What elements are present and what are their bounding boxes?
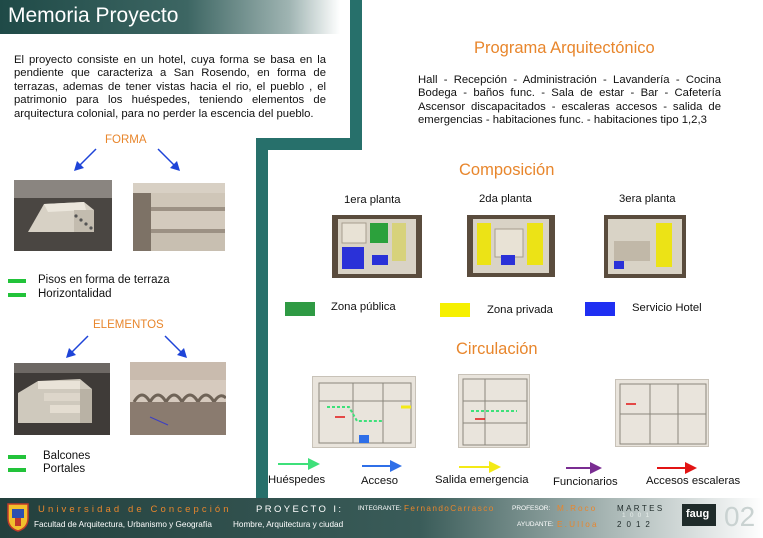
circulation-label: Salida emergencia: [435, 474, 529, 486]
arrow-down-right-icon: [155, 147, 183, 173]
ayudante-name: E.Ulloa: [557, 520, 599, 529]
legend-swatch: [8, 468, 26, 472]
page-number: 02: [724, 501, 756, 532]
intro-paragraph: El proyecto consiste en un hotel, cuya forma se basa en la pendiente que caracteriza a San Rosendo, en forma de terrazas, ademas de tener vistas hacia el rio, el pueblo , el patrimonio para los huéspedes, teniendo elementos de arquitectura colonial, para no perder la escencia del pueblo.: [14, 54, 326, 120]
forma-model-photo: [14, 180, 112, 251]
composicion-title: Composición: [459, 161, 555, 179]
floor-label: 2da planta: [479, 193, 532, 205]
faculty-name: Facultad de Arquitectura, Urbanismo y Geografía: [34, 520, 212, 529]
arrow-funcionarios-icon: [566, 461, 602, 475]
floor-model-photo: [604, 215, 686, 278]
legend-swatch: [8, 293, 26, 297]
legend-swatch: [8, 279, 26, 283]
teal-band: [350, 0, 362, 142]
legend-swatch: [8, 455, 26, 459]
arrow-escaleras-icon: [657, 461, 697, 475]
teal-band: [256, 138, 362, 150]
circulacion-title: Circulación: [456, 340, 538, 358]
elementos-heading: ELEMENTOS: [93, 319, 164, 331]
faug-logo: faug: [682, 504, 716, 526]
circulation-label: Funcionarios: [553, 476, 618, 488]
floor-label: 1era planta: [344, 194, 401, 206]
course-subtitle: Hombre, Arquitectura y ciudad: [233, 520, 344, 529]
ayudante-label: AYUDANTE:: [517, 521, 554, 528]
year-label: 2 0 1 2: [617, 520, 652, 529]
circulation-label: Huéspedes: [268, 474, 326, 486]
integrante-label: INTEGRANTE:: [358, 505, 402, 512]
zone-label: Servicio Hotel: [632, 302, 702, 314]
forma-model-photo: [133, 183, 225, 251]
profesor-label: PROFESOR:: [512, 505, 551, 512]
teal-band: [256, 138, 268, 500]
zone-label: Zona privada: [487, 304, 553, 316]
elementos-model-photo: [130, 362, 226, 435]
arrow-down-left-icon: [64, 334, 92, 360]
circulation-label: Accesos escaleras: [646, 475, 741, 487]
circulation-plan: [458, 374, 530, 448]
zone-swatch-privada: [440, 303, 470, 317]
elementos-model-photo: [14, 363, 110, 435]
zone-swatch-publica: [285, 302, 315, 316]
programa-title: Programa Arquitectónico: [474, 39, 655, 57]
arrow-salida-icon: [459, 460, 501, 474]
course-name: PROYECTO I:: [256, 504, 344, 515]
arrow-huespedes-icon: [278, 457, 320, 471]
floor-label: 3era planta: [619, 193, 676, 205]
profesor-name: M.Roco: [557, 504, 598, 513]
arrow-down-right-icon: [162, 334, 190, 360]
circulation-label: Acceso: [361, 475, 399, 487]
integrante-name: FernandoCarrasco: [404, 504, 495, 513]
date-mark: 1 0 0 1: [622, 512, 651, 519]
university-name: Universidad de Concepción: [38, 504, 232, 515]
forma-heading: FORMA: [105, 134, 147, 146]
zone-label: Zona pública: [331, 301, 396, 313]
floor-model-photo: [467, 215, 555, 277]
zone-swatch-servicio: [585, 302, 615, 316]
circulation-plan: [615, 379, 709, 447]
floor-model-photo: [332, 215, 422, 278]
page-title: Memoria Proyecto: [8, 4, 179, 27]
footer: [0, 498, 763, 538]
university-crest-icon: [6, 502, 30, 532]
arrow-acceso-icon: [362, 459, 402, 473]
programa-text: Hall - Recepción - Administración - Lavandería - Cocina Bodega - baños func. - Sala de estar - Bar - Cafetería Ascensor discapacitados - escaleras accesos - salida de emergencias - habitaciones func. - habitaciones tipo 1,2,3: [418, 74, 721, 127]
day-label: MARTES: [617, 504, 665, 513]
title-bar: [0, 0, 340, 34]
circulation-plan: [312, 376, 416, 448]
arrow-down-left-icon: [72, 147, 100, 173]
